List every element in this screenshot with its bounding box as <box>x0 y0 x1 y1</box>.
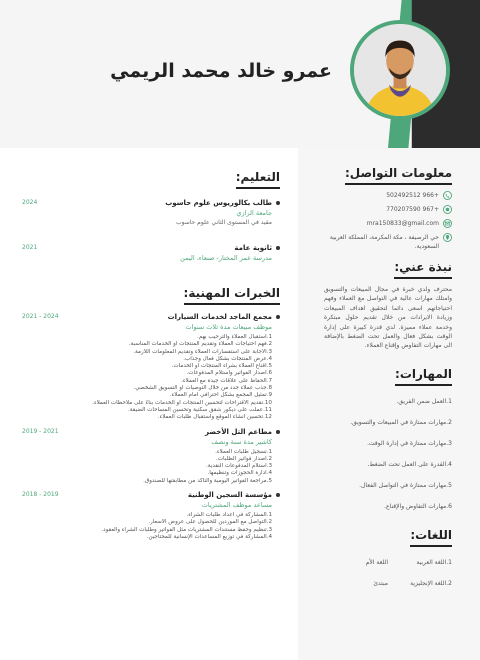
experience-entry <box>22 313 280 422</box>
skill-item: 2.مهارات ممتازة في المبيعات والتسويق. <box>350 418 452 426</box>
task-item: 5.مراجعة الفواتير اليومية والتأكد من مطابقتها للصندوق. <box>143 477 272 484</box>
task-item: 1.تسجيل طلبات العملاء. <box>215 448 272 455</box>
entry-date: 2021 - 2024 <box>22 313 59 320</box>
contact-phone[interactable]: +966 502492512 <box>386 192 439 199</box>
task-item: 4.المشاركة في توزيع المساعدات الإنسانية للمحتاجين. <box>146 533 272 540</box>
languages-list <box>324 559 452 587</box>
task-item: 1.استقبال العملاء والترحيب بهم. <box>196 334 272 340</box>
sidebar <box>298 148 480 660</box>
task-item: 6.اصدار الفواتير واستلام المدفوعات. <box>186 370 272 377</box>
task-item: 3.تنظيم وحفظ مستندات المشتريات مثل الفواتير وطلبات الشراء والعقود. <box>101 526 272 533</box>
main-column <box>22 166 280 547</box>
entry-description: مقيد في المستوى الثاني علوم حاسوب <box>175 219 272 226</box>
task-list <box>22 512 272 541</box>
skill-item: 1.العمل ضمن الفريق. <box>396 397 452 405</box>
bullet-dot <box>276 315 280 319</box>
task-item: 2.اصدار فواتير الطلبات. <box>216 455 272 462</box>
language-name: 1.اللغة العربية <box>416 558 452 566</box>
contact-email[interactable]: mra150833@gmail.com <box>366 220 439 227</box>
entry-subtitle: مساعد موظف المشتريات <box>201 501 272 510</box>
task-item: 3.استلام المدفوعات النقدية. <box>206 463 272 470</box>
contact-item <box>324 205 452 214</box>
bullet-dot <box>276 493 280 497</box>
education-entry <box>22 244 280 262</box>
skill-item: 4.القدرة على العمل تحت الضغط. <box>367 460 452 468</box>
contact-item <box>324 191 452 200</box>
task-item: 1.المشاركة في اعداد طلبات الشراء. <box>186 512 272 519</box>
entry-date: 2019 - 2021 <box>22 427 59 435</box>
skills-title: المهارات: <box>395 367 452 386</box>
entry-title: مجمع الماجد لخدمات السيارات <box>167 313 272 321</box>
location-icon <box>443 233 452 242</box>
phone-icon <box>443 191 452 200</box>
skill-item: 5.مهارات ممتازة في التواصل الفعال. <box>359 481 452 489</box>
task-item: 4.عرض المنتجات بشكل فعال وجذاب. <box>183 355 272 362</box>
entry-date: 2024 <box>22 199 38 206</box>
task-item: 9.تمثيل المجمع بشكل احترافي امام العملاء. <box>169 392 272 399</box>
education-entry <box>22 199 280 226</box>
entry-subtitle: كاشير مدة سنة ونصف <box>211 437 272 446</box>
bullet-dot <box>276 246 280 250</box>
skill-item: 6.مهارات التفاوض والإقناع. <box>384 502 452 510</box>
task-item: 2.فهم احتياجات العملاء وتقديم المنتجات أو الخدمات المناسبة. <box>128 341 272 348</box>
language-level: اللغة الأم <box>365 558 388 566</box>
about-title: نبذة عني: <box>394 260 452 279</box>
contact-title: معلومات التواصل: <box>345 166 452 185</box>
bullet-dot <box>276 430 280 434</box>
skill-item: 3.مهارات ممتازة في إدارة الوقت. <box>367 439 452 447</box>
entry-date: 2021 <box>22 244 38 251</box>
language-level: مبتدئ <box>373 579 388 587</box>
task-list <box>22 449 272 485</box>
contact-whatsapp[interactable]: +967 770207590 <box>386 206 439 213</box>
person-name: عمرو خالد محمد الريمي <box>110 60 332 82</box>
profile-photo <box>350 20 450 120</box>
task-item: 4.ادارة الحجوزات وتنظيمها. <box>207 470 272 477</box>
experience-entry <box>22 428 280 485</box>
languages-title: اللغات: <box>410 528 452 547</box>
entry-title: ثانوية عامة <box>234 244 272 252</box>
language-name: 2.اللغة الإنجليزية <box>410 579 452 587</box>
entry-title: مؤسسة السجين الوطنية <box>187 491 272 500</box>
experience-entry <box>22 491 280 541</box>
task-item: 2.التواصل مع الموردين للحصول على عروض الأسعار. <box>148 519 272 526</box>
whatsapp-icon <box>443 205 452 214</box>
task-item: 7.الحفاظ على علاقات جيدة مع العملاء. <box>181 377 272 384</box>
entry-title: مطاعم التل الأخضر <box>205 427 272 436</box>
entry-date: 2018 - 2019 <box>22 491 59 499</box>
entry-subtitle: جامعة الرازي <box>236 209 272 217</box>
email-icon <box>443 219 452 228</box>
task-item: 12.تحسين انشاء الموقع واستقبال طلبات العملاء. <box>157 414 272 421</box>
skills-list <box>324 398 452 510</box>
contact-item <box>324 233 452 251</box>
bullet-dot <box>276 201 280 205</box>
contact-address: حي الرصيفة ، مكة المكرمة، المملكة العربية السعودية. <box>329 234 439 250</box>
education-title: التعليم: <box>236 170 280 189</box>
task-item: 11.عملت على ديكور شقق سكنية وتحسين المساحات الضيقة. <box>127 406 272 413</box>
contact-list <box>324 191 452 251</box>
entry-title: طالب بكالوريوس علوم حاسوب <box>165 199 272 207</box>
contact-item <box>324 219 452 228</box>
entry-subtitle: مدرسة عمر المختار- صنعاء، اليمن <box>180 254 272 262</box>
task-list <box>22 334 272 422</box>
about-text: محترف ولدي خبرة في مجال المبيعات والتسويق وامتلك مهارات عالية في التواصل مع العملاء وفهم احتياجاتهم اسعى دائما لتحقيق اهداف المبيعات وزيادة الايرادات من خلال تقديم حلول مبتكرة وخدمة عملاء مميزة. لدي قدرة كبيرة على إدارة الوقت بشكل فعال والعمل تحت الضغط بالإضافة الى مهارات التفاوض وإقناع العملاء. <box>324 286 452 350</box>
entry-subtitle: موظف مبيعات مدة ثلاث سنوات <box>185 323 272 331</box>
task-item: 8.جذب عملاء جدد من خلال التوصيات أو التسويق الشخصي. <box>133 385 272 392</box>
task-item: 3.الاجابة على استفسارات العملاء وتقديم المعلومات اللازمة. <box>133 348 272 355</box>
task-item: 10.تقديم الاقتراحات لتحسين المنتجات او الخدمات بناءً على ملاحظات العملاء. <box>92 399 272 406</box>
task-item: 5.اقناع العملاء بشراء المنتجات أو الخدمات. <box>171 363 272 370</box>
experience-title: الخبرات المهنية: <box>184 286 280 305</box>
